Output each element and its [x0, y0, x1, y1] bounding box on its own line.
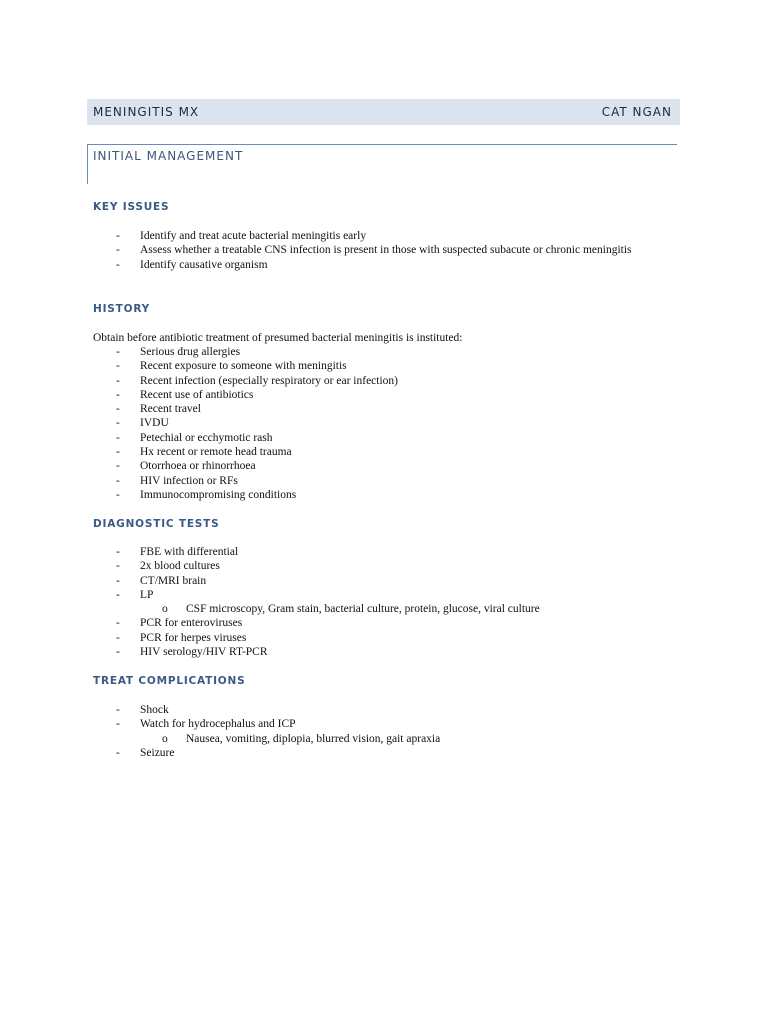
- list-item: - IVDU: [116, 417, 169, 430]
- key-issues-list: [93, 229, 673, 272]
- section-box: [87, 144, 677, 184]
- author-name: CAT NGAN: [601, 105, 672, 119]
- sub-list-item: o CSF microscopy, Gram stain, bacterial culture, protein, glucose, viral culture: [162, 603, 540, 616]
- list-item: - Watch for hydrocephalus and ICP: [116, 718, 296, 731]
- list-item: - HIV serology/HIV RT-PCR: [116, 646, 268, 659]
- list-item: - 2x blood cultures: [116, 560, 220, 573]
- list-item: - Shock: [116, 704, 169, 716]
- list-item: - Seizure: [116, 746, 175, 759]
- list-item: - Recent travel: [116, 403, 201, 416]
- list-item: - Recent exposure to someone with meningitis: [116, 360, 347, 373]
- document-title: MENINGITIS MX: [93, 105, 200, 119]
- diagnostic-tests-heading: DIAGNOSTIC TESTS: [93, 518, 220, 530]
- history-heading: HISTORY: [93, 303, 151, 315]
- history-intro: Obtain before antibiotic treatment of presumed bacterial meningitis is instituted:: [93, 332, 463, 344]
- treat-complications-list: [93, 703, 673, 760]
- list-item: - PCR for enteroviruses: [116, 617, 243, 630]
- list-item: - HIV infection or RFs: [116, 474, 238, 487]
- history-list: [93, 345, 673, 502]
- list-item: - Recent use of antibiotics: [116, 388, 254, 401]
- list-item: - Hx recent or remote head trauma: [116, 446, 292, 459]
- list-item: - Serious drug allergies: [116, 346, 241, 358]
- list-item: - Otorrhoea or rhinorrhoea: [116, 460, 256, 473]
- list-item: - Identify causative organism: [116, 258, 268, 271]
- diagnostic-tests-list: [93, 545, 673, 659]
- header-bar: [87, 99, 680, 125]
- list-item: - Identify and treat acute bacterial meningitis early: [116, 230, 367, 242]
- list-item: - Recent infection (especially respiratory or ear infection): [116, 374, 398, 387]
- sub-list-item: o Nausea, vomiting, diplopia, blurred vision, gait apraxia: [162, 732, 441, 745]
- list-item: - Petechial or ecchymotic rash: [116, 431, 273, 444]
- list-item: - CT/MRI brain: [116, 574, 207, 587]
- list-item: - Immunocompromising conditions: [116, 488, 297, 501]
- list-item: - Assess whether a treatable CNS infection is present in those with suspected subacute or chronic meningitis: [116, 244, 632, 257]
- list-item: - PCR for herpes viruses: [116, 631, 247, 644]
- list-item: - FBE with differential: [116, 546, 239, 558]
- section-title: INITIAL MANAGEMENT: [93, 149, 244, 163]
- treat-complications-heading: TREAT COMPLICATIONS: [93, 675, 246, 687]
- list-item: - LP: [116, 588, 154, 601]
- key-issues-heading: KEY ISSUES: [93, 201, 170, 213]
